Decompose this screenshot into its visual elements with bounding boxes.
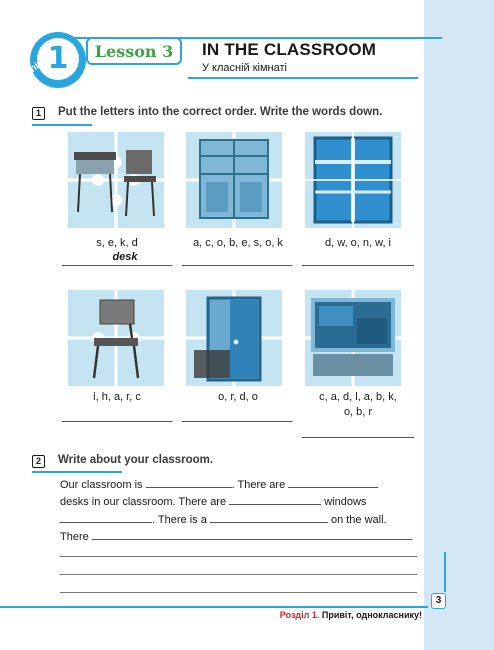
blank-3[interactable] bbox=[229, 495, 321, 505]
blank-6[interactable] bbox=[92, 530, 412, 540]
lesson-label: Lesson 3 bbox=[94, 42, 174, 61]
exercise-2-underline bbox=[32, 471, 122, 473]
unit-number: 1 bbox=[47, 41, 69, 76]
exercise-1-underline bbox=[32, 124, 92, 126]
blank-1[interactable] bbox=[146, 478, 232, 488]
footer-section: Розділ 1. bbox=[279, 610, 320, 620]
blank-4[interactable] bbox=[60, 513, 152, 523]
letters-item-3: d, w, o, n, w, i bbox=[324, 237, 392, 249]
chair-puzzle-picture bbox=[68, 290, 164, 386]
side-band bbox=[424, 0, 494, 650]
answer-item-1: desk bbox=[112, 251, 138, 263]
unit-word: Unit bbox=[22, 58, 45, 80]
blank-5[interactable] bbox=[210, 513, 328, 523]
answer-line-4[interactable] bbox=[62, 421, 172, 422]
sentence-2-end: windows bbox=[324, 496, 367, 508]
exercise-1-instruction: Put the letters into the correct order. Write the words down. bbox=[58, 106, 383, 118]
writing-line-3[interactable] bbox=[60, 592, 417, 593]
sentence-line-2 bbox=[60, 495, 366, 508]
sentence-line-4 bbox=[60, 530, 412, 543]
bookcase-puzzle-picture bbox=[186, 132, 282, 228]
letters-item-2: a, c, o, b, e, s, o, k bbox=[193, 237, 283, 249]
sentence-line-1 bbox=[60, 478, 378, 491]
window-puzzle-picture bbox=[305, 132, 401, 228]
sentence-line-3 bbox=[60, 513, 387, 526]
writing-line-2[interactable] bbox=[60, 574, 417, 575]
letters-item-1: s, e, k, d bbox=[96, 237, 138, 249]
letters-item-5: o, r, d, o bbox=[218, 391, 258, 403]
header-bottom-line bbox=[188, 77, 418, 79]
band-line bbox=[444, 552, 446, 592]
sentence-1-start: Our classroom is bbox=[60, 479, 143, 491]
blank-2[interactable] bbox=[288, 478, 378, 488]
lesson-badge bbox=[86, 37, 182, 65]
letters-item-4: i, h, a, r, c bbox=[93, 391, 141, 403]
exercise-2-number: 2 bbox=[32, 455, 45, 468]
answer-line-3[interactable] bbox=[302, 265, 414, 266]
answer-line-6[interactable] bbox=[302, 437, 414, 438]
exercise-2-instruction: Write about your classroom. bbox=[58, 454, 214, 466]
sentence-4-start: There bbox=[60, 531, 89, 543]
sentence-3-middle: . There is a bbox=[152, 514, 207, 526]
letters-item-6 bbox=[293, 390, 423, 420]
letters-item-6-line-1: c, a, d, l, a, b, k, bbox=[319, 391, 397, 403]
footer-divider bbox=[0, 606, 428, 608]
sentence-2-start: desks in our classroom. There are bbox=[60, 496, 227, 508]
sentence-3-end: on the wall. bbox=[330, 514, 387, 526]
desk-puzzle-picture bbox=[68, 132, 164, 228]
exercise-1-number: 1 bbox=[32, 107, 45, 120]
blackboard-puzzle-picture bbox=[305, 290, 401, 386]
page-title: IN THE CLASSROOM bbox=[202, 40, 377, 59]
footer bbox=[280, 610, 422, 620]
sentence-1-middle: . There are bbox=[231, 479, 286, 491]
answer-line-2[interactable] bbox=[182, 265, 292, 266]
footer-section-title: Привіт, однокласнику! bbox=[321, 610, 422, 620]
page-number: 3 bbox=[431, 593, 446, 609]
page-subtitle: У класній кімнаті bbox=[202, 62, 287, 74]
answer-line-5[interactable] bbox=[182, 421, 292, 422]
door-puzzle-picture bbox=[186, 290, 282, 386]
writing-line-1[interactable] bbox=[60, 556, 417, 557]
answer-line-1[interactable] bbox=[62, 265, 172, 266]
letters-item-6-line-2: o, b, r bbox=[343, 406, 373, 418]
